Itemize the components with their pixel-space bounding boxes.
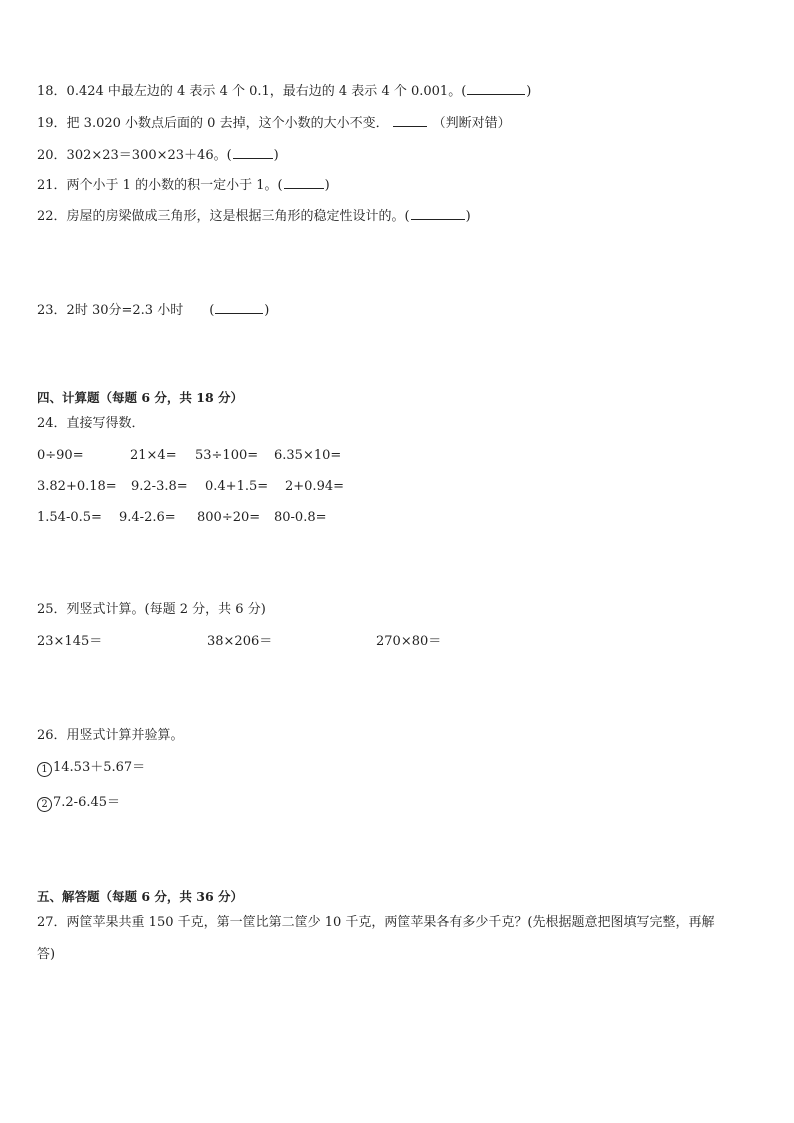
mental-math-item: 0.4+1.5= — [205, 479, 269, 494]
question-27 — [37, 914, 715, 932]
vertical-calc-item: 23×145＝ — [37, 634, 103, 649]
mental-math-item: 80-0.8= — [274, 510, 327, 525]
vertical-calc-item: 38×206＝ — [207, 634, 273, 649]
answer-blank[interactable] — [411, 207, 465, 220]
question-number: 20． — [37, 148, 67, 163]
question-number: 23． — [37, 303, 67, 318]
answer-blank[interactable] — [393, 114, 427, 127]
mental-math-item: 21×4= — [130, 448, 177, 463]
question-24 — [37, 415, 145, 433]
question-number: 18． — [37, 84, 67, 99]
close-paren: ) — [465, 209, 471, 224]
question-26 — [37, 727, 184, 745]
question-number: 24． — [37, 416, 67, 431]
question-text: 302×23＝300×23＋46。( — [66, 148, 232, 163]
question-number: 26． — [37, 728, 67, 743]
mental-math-item: 2+0.94= — [285, 479, 345, 494]
close-paren: ) — [526, 84, 532, 99]
question-18 — [37, 82, 531, 101]
calc-expression: 14.53＋5.67＝ — [53, 760, 146, 775]
question-text: 列竖式计算。(每题 2 分，共 6 分) — [66, 602, 266, 617]
question-text: 把 3.020 小数点后面的 0 去掉，这个小数的大小不变． — [66, 116, 389, 131]
question-20 — [37, 146, 279, 165]
circled-number-two-icon: 2 — [37, 797, 52, 812]
question-19 — [37, 114, 511, 133]
question-text: 直接写得数． — [66, 416, 145, 431]
close-paren: ) — [324, 178, 330, 193]
question-text: 两个小于 1 的小数的积一定小于 1。( — [66, 178, 283, 193]
vertical-calc-item: 270×80＝ — [376, 634, 442, 649]
question-number: 19． — [37, 116, 67, 131]
question-23 — [37, 301, 269, 320]
question-25 — [37, 601, 266, 619]
question-text: 房屋的房梁做成三角形，这是根据三角形的稳定性设计的。( — [66, 209, 410, 224]
check-calc-item — [37, 759, 145, 777]
answer-blank[interactable] — [215, 301, 263, 314]
question-22 — [37, 207, 471, 226]
answer-blank[interactable] — [284, 176, 324, 189]
mental-math-item: 3.82+0.18= — [37, 479, 117, 494]
mental-math-item: 1.54-0.5= — [37, 510, 102, 525]
question-text: 两筐苹果共重 150 千克，第一筐比第二筐少 10 千克，两筐苹果各有多少千克？(先根据题意把图填写完整，再解 — [66, 915, 715, 930]
mental-math-item: 6.35×10= — [274, 448, 342, 463]
close-paren: ) — [273, 148, 279, 163]
answer-blank[interactable] — [467, 82, 525, 95]
question-text: 0.424 中最左边的 4 表示 4 个 0.1，最右边的 4 表示 4 个 0.001。( — [66, 84, 467, 99]
question-text: 2时 30分=2.3 小时 — [66, 303, 184, 318]
question-number: 27． — [37, 915, 67, 930]
mental-math-item: 9.4-2.6= — [119, 510, 176, 525]
close-paren: ) — [264, 303, 270, 318]
question-text: 用竖式计算并验算。 — [66, 728, 184, 743]
question-number: 25． — [37, 602, 67, 617]
section-four-title: 四、计算题（每题 6 分，共 18 分） — [37, 390, 244, 405]
open-paren: ( — [209, 303, 215, 318]
answer-blank[interactable] — [233, 146, 273, 159]
circled-number-one-icon: 1 — [37, 762, 52, 777]
mental-math-item: 53÷100= — [195, 448, 259, 463]
question-27-continued: 答) — [37, 947, 56, 962]
mental-math-item: 800÷20= — [197, 510, 261, 525]
mental-math-item: 9.2-3.8= — [131, 479, 188, 494]
judge-hint: （判断对错） — [432, 116, 511, 131]
question-21 — [37, 176, 330, 195]
mental-math-item: 0÷90= — [37, 448, 84, 463]
calc-expression: 7.2-6.45＝ — [53, 795, 121, 810]
question-number: 21． — [37, 178, 67, 193]
section-five-title: 五、解答题（每题 6 分，共 36 分） — [37, 889, 244, 904]
question-number: 22． — [37, 209, 67, 224]
check-calc-item — [37, 794, 120, 812]
